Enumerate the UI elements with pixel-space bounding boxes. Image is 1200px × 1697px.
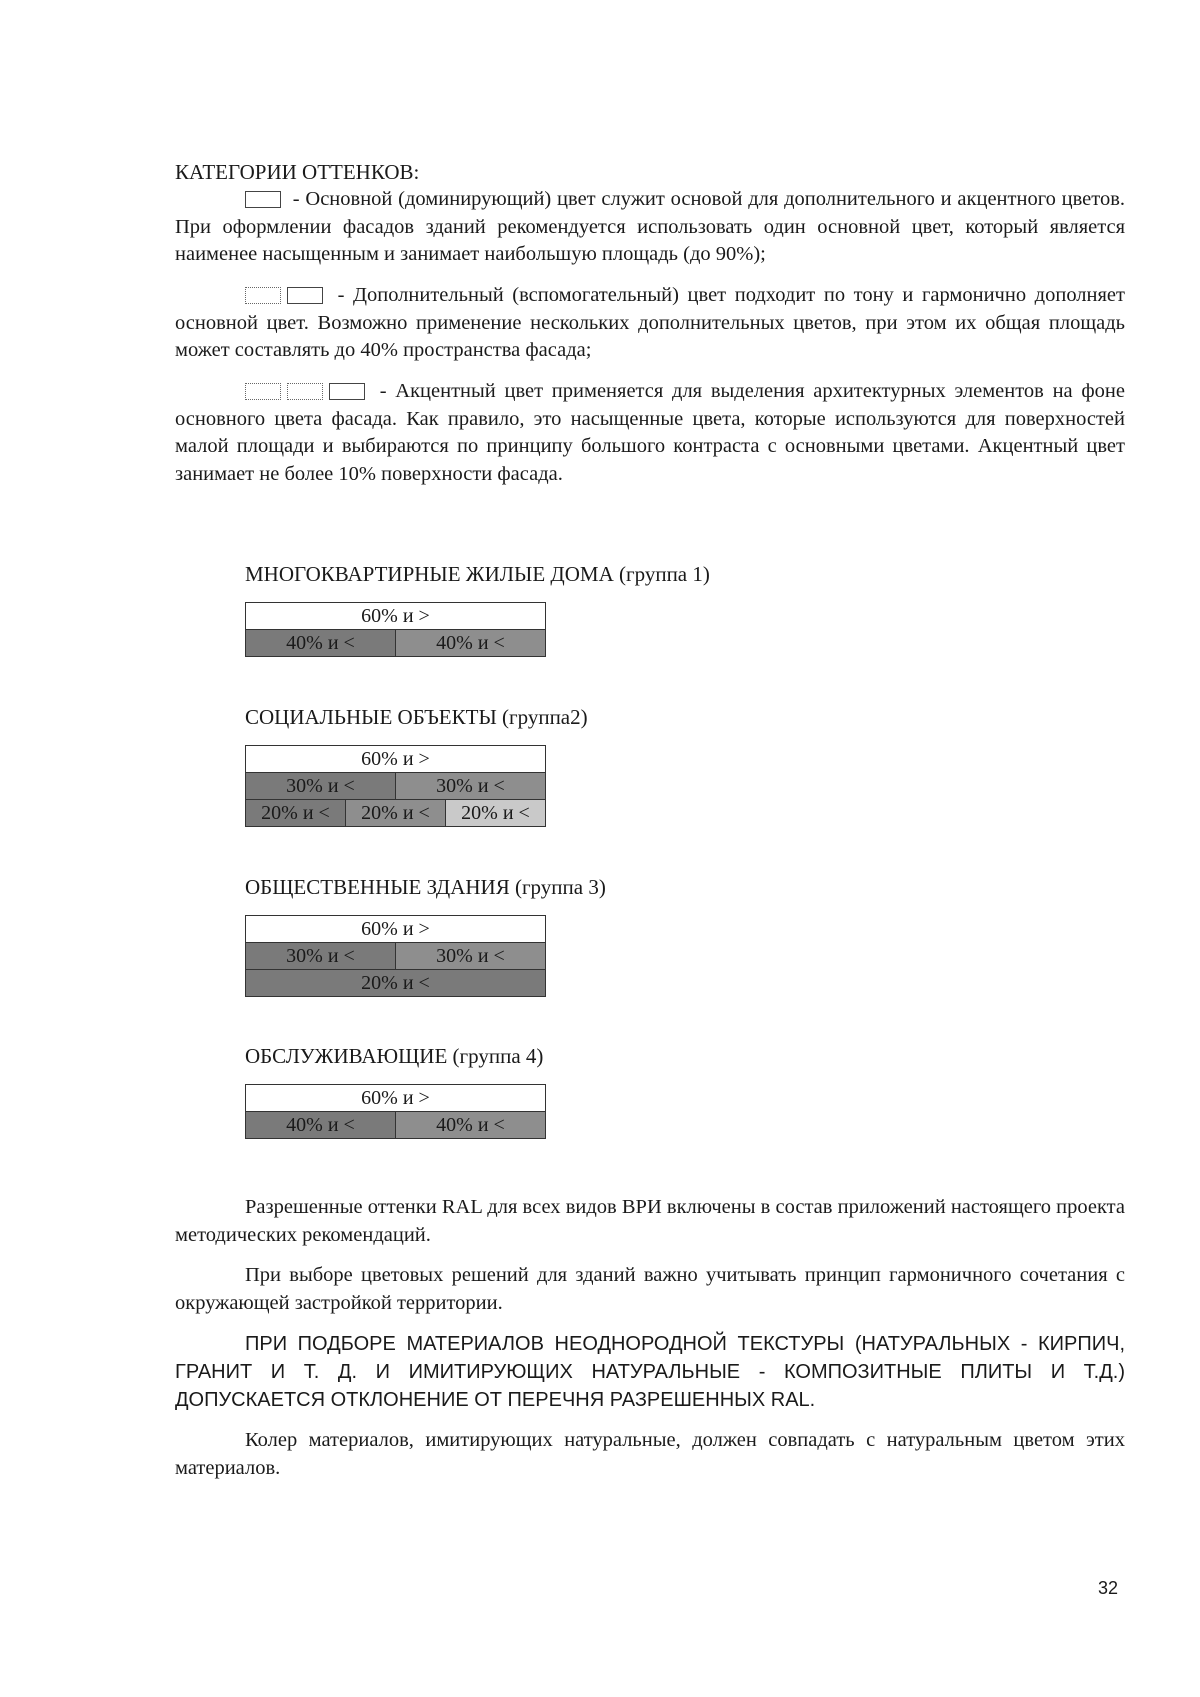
table-cell: 60% и >: [246, 603, 545, 629]
table-cell: 20% и <: [445, 800, 545, 826]
ral-paragraph: Разрешенные оттенки RAL для всех видов ВРИ включены в состав приложений настоящего проекта методических рекомендаций.: [175, 1196, 1125, 1246]
table-row: [246, 799, 545, 826]
accent-color-swatch-3: [329, 383, 365, 400]
additional-color-swatch-1: [245, 287, 281, 304]
group-3-title: ОБЩЕСТВЕННЫЕ ЗДАНИЯ (группа 3): [245, 875, 606, 899]
table-row: [246, 1085, 545, 1111]
group-3-table: [245, 915, 546, 997]
table-cell: 40% и <: [246, 630, 395, 656]
group-1-table: [245, 602, 546, 657]
category-main-paragraph: - Основной (доминирующий) цвет служит основой для дополнительного и акцентного цветов. При оформлении фасадов зданий рекомендуется использовать один основной цвет, который является наименее насыщенным и занимает наибольшую площадь (до 90%);: [175, 188, 1125, 265]
table-cell: 30% и <: [395, 943, 545, 969]
table-cell: 60% и >: [246, 746, 545, 772]
koler-paragraph: Колер материалов, имитирующих натуральные, должен совпадать с натуральным цветом этих материалов.: [175, 1429, 1125, 1479]
accent-color-swatch-1: [245, 383, 281, 400]
group-2-table: [245, 745, 546, 827]
table-cell: 60% и >: [246, 1085, 545, 1111]
table-cell: 40% и <: [395, 1112, 545, 1138]
table-cell: 30% и <: [395, 773, 545, 799]
group-4-table: [245, 1084, 546, 1139]
harmony-paragraph: При выборе цветовых решений для зданий важно учитывать принцип гармоничного сочетания с окружающей застройкой территории.: [175, 1264, 1125, 1314]
table-row: [246, 603, 545, 629]
table-cell: 20% и <: [246, 800, 345, 826]
group-4-title: ОБСЛУЖИВАЮЩИЕ (группа 4): [245, 1044, 544, 1068]
table-cell: 30% и <: [246, 943, 395, 969]
materials-paragraph: ПРИ ПОДБОРЕ МАТЕРИАЛОВ НЕОДНОРОДНОЙ ТЕКСТУРЫ (НАТУРАЛЬНЫХ - КИРПИЧ, ГРАНИТ И Т. Д. И ИМИТИРУЮЩИХ НАТУРАЛЬНЫЕ - КОМПОЗИТНЫЕ ПЛИТЫ И Т.Д.) ДОПУСКАЕТСЯ ОТКЛОНЕНИЕ ОТ ПЕРЕЧНЯ РАЗРЕШЕННЫХ RAL.: [175, 1333, 1125, 1411]
table-cell: 40% и <: [395, 630, 545, 656]
table-row: [246, 916, 545, 942]
page-number: 32: [1098, 1578, 1119, 1598]
group-1-title: МНОГОКВАРТИРНЫЕ ЖИЛЫЕ ДОМА (группа 1): [245, 562, 710, 586]
table-row: [246, 772, 545, 799]
table-row: [246, 629, 545, 656]
table-row: [246, 942, 545, 969]
table-cell: 20% и <: [246, 970, 545, 996]
table-cell: 60% и >: [246, 916, 545, 942]
table-cell: 40% и <: [246, 1112, 395, 1138]
section-heading: КАТЕГОРИИ ОТТЕНКОВ:: [175, 160, 420, 184]
table-row: [246, 969, 545, 996]
additional-color-swatch-2: [287, 287, 323, 304]
group-2-title: СОЦИАЛЬНЫЕ ОБЪЕКТЫ (группа2): [245, 705, 588, 729]
category-accent-paragraph: - Акцентный цвет применяется для выделения архитектурных элементов на фоне основного цвета фасада. Как правило, это насыщенные цвета, которые используются для поверхностей малой площади и выбираются по принципу большого контраста с основными цветами. Акцентный цвет занимает не более 10% поверхности фасада.: [175, 380, 1125, 485]
accent-color-swatch-2: [287, 383, 323, 400]
table-cell: 20% и <: [345, 800, 445, 826]
category-additional-paragraph: - Дополнительный (вспомогательный) цвет подходит по тону и гармонично дополняет основной цвет. Возможно применение нескольких дополнительных цветов, при этом их общая площадь может составлять до 40% пространства фасада;: [175, 284, 1125, 361]
table-cell: 30% и <: [246, 773, 395, 799]
main-color-swatch: [245, 191, 281, 208]
table-row: [246, 746, 545, 772]
table-row: [246, 1111, 545, 1138]
